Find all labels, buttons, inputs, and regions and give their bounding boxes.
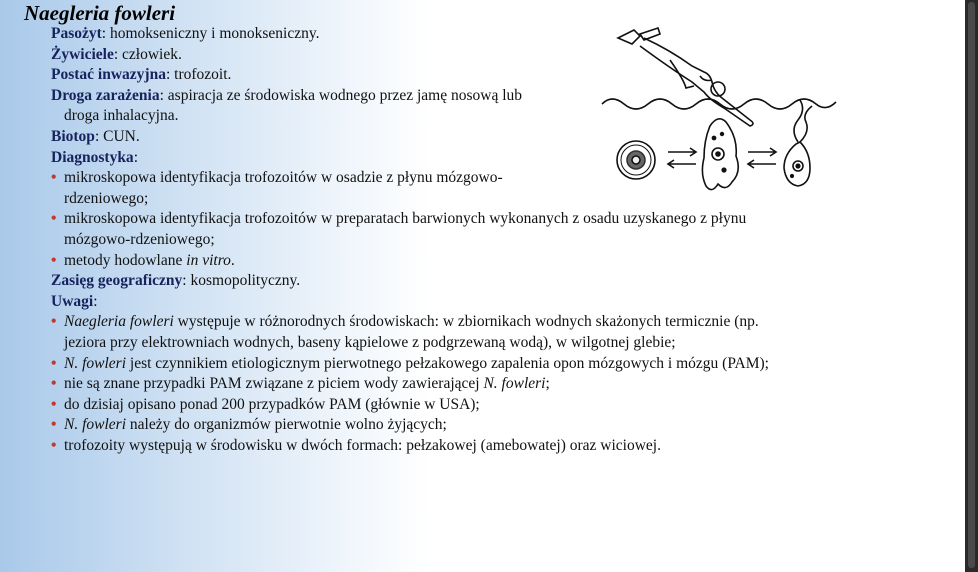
info-label: Zasięg geograficzny	[51, 272, 183, 290]
info-notes-heading	[51, 292, 841, 313]
note-item	[51, 354, 841, 375]
note-text: jest czynnikiem etiologicznym pierwotnego pełzakowego zapalenia opon mózgowych i mózgu (PAM);	[126, 354, 769, 372]
info-text: : trofozoit.	[165, 66, 232, 84]
info-label: Pasożyt	[51, 25, 102, 42]
info-text: : kosmopolityczny.	[182, 272, 301, 290]
note-item	[51, 312, 854, 333]
note-item	[51, 374, 841, 395]
diagnostic-item-cont: mózgowo-rdzeniowego;	[64, 230, 215, 248]
note-item-cont: jeziora przy elektrowniach wodnych, baseny kąpielowe z podgrzewaną wodą), w wilgotnej glebie;	[64, 333, 676, 351]
info-diagnostics	[51, 148, 841, 169]
info-label: Droga zarażenia	[51, 86, 160, 104]
info-label: Uwagi	[51, 292, 94, 310]
note-text: nie są znane przypadki PAM związane z piciem wody zawierającej	[64, 375, 484, 393]
diagnostic-item	[51, 251, 841, 272]
note-item: • do dzisiaj opisano ponad 200 przypadków PAM (głównie w USA);	[51, 395, 841, 416]
diagnostic-item: • mikroskopowa identyfikacja trofozoitów w osadzie z płynu mózgowo-	[51, 168, 592, 189]
info-text: : człowiek.	[113, 45, 182, 63]
slide-title: Naegleria fowleri	[24, 1, 176, 25]
note-text: ;	[545, 375, 550, 393]
diagnostic-text: .	[230, 251, 235, 269]
info-label: Postać inwazyjna	[51, 66, 166, 84]
note-emphasis: N. fowleri	[64, 354, 127, 372]
info-biotope	[51, 127, 841, 148]
info-text: :	[93, 292, 98, 310]
diagnostic-item-cont: rdzeniowego;	[64, 189, 149, 207]
diagnostic-item: • mikroskopowa identyfikacja trofozoitów w preparatach barwionych wykonanych z osadu uzyskanego z płynu	[51, 209, 854, 230]
info-label: Diagnostyka	[51, 148, 134, 166]
info-geographic-range	[51, 271, 841, 292]
info-hosts	[51, 45, 841, 66]
diagnostic-emphasis: in vitro	[186, 251, 231, 269]
info-invasive-form	[51, 65, 841, 86]
vertical-scrollbar[interactable]	[965, 0, 978, 572]
note-item: • trofozoity występują w środowisku w dwóch formach: pełzakowej (amebowatej) oraz wiciowej.	[51, 436, 841, 457]
note-text: należy do organizmów pierwotnie wolno żyjących;	[126, 416, 447, 434]
scrollbar-thumb[interactable]	[968, 2, 975, 568]
info-text: : CUN.	[94, 127, 140, 145]
note-emphasis: N. fowleri	[483, 375, 546, 393]
diagnostic-text: metody hodowlane	[64, 251, 187, 269]
slide-content	[51, 24, 841, 456]
info-label: Żywiciele	[51, 45, 114, 63]
info-text: : aspiracja ze środowiska wodnego przez jamę nosową lub	[159, 86, 523, 104]
info-parasite	[51, 24, 841, 45]
note-item	[51, 415, 841, 436]
info-infection-route-cont: droga inhalacyjna.	[64, 107, 179, 125]
info-text: :	[133, 148, 138, 166]
note-emphasis: N. fowleri	[64, 416, 127, 434]
info-infection-route	[51, 86, 579, 107]
note-text: występuje w różnorodnych środowiskach: w zbiornikach wodnych skażonych termicznie (np.	[173, 313, 759, 331]
info-text: : homokseniczny i monokseniczny.	[101, 25, 320, 42]
note-emphasis: Naegleria fowleri	[64, 313, 174, 331]
info-label: Biotop	[51, 127, 95, 145]
